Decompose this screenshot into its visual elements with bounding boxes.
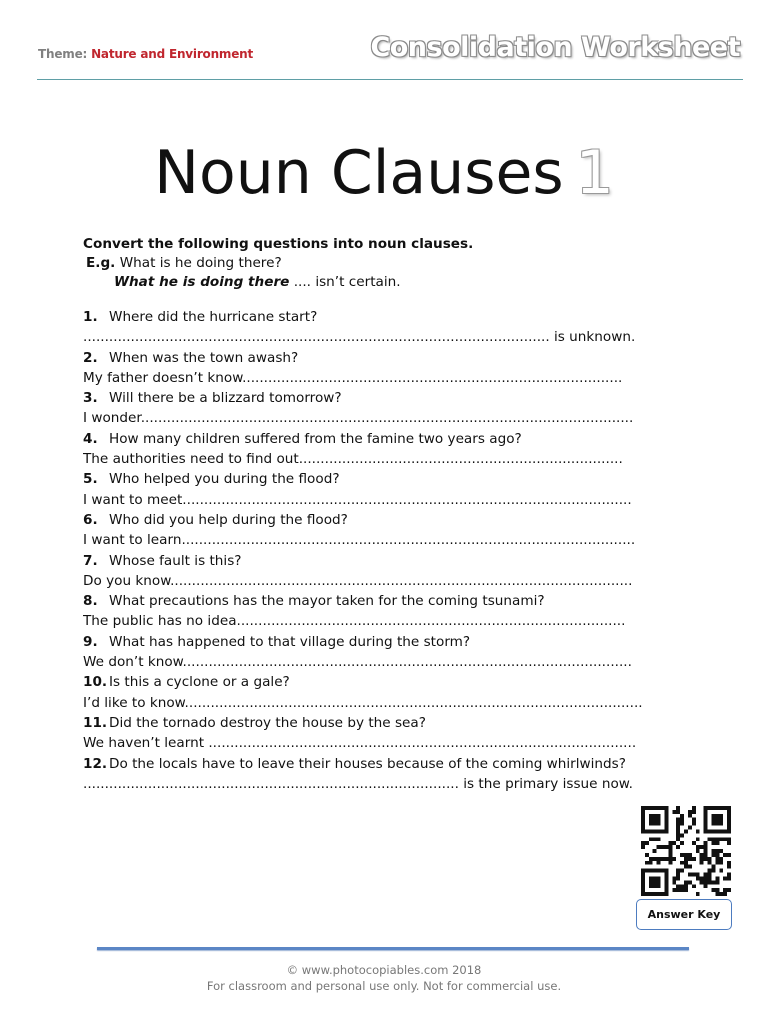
exercise-question-text: Who did you help during the flood? (109, 511, 348, 528)
exercise-number: 11. (83, 714, 108, 731)
header-divider (37, 79, 743, 80)
exercise-question-text: Where did the hurricane start? (109, 309, 318, 325)
exercise-number: 1. (83, 309, 98, 325)
exercise-answer-line[interactable]: Do you know........................................................................................................... (83, 572, 633, 589)
exercise-question-text: Will there be a blizzard tomorrow? (109, 390, 342, 407)
exercise-number: 8. (83, 593, 98, 610)
page-title-number: 1 (575, 138, 614, 208)
exercise-answer-line[interactable]: ....................................................................................... is the primary issue now. (83, 775, 633, 792)
exercise-question-text: Whose fault is this? (109, 552, 242, 569)
exercise-number: 3. (83, 390, 98, 407)
exercise-question (83, 307, 643, 327)
page-title-text: Noun Clauses (154, 138, 564, 208)
exercise-question (83, 672, 643, 692)
exercise-question-text: When was the town awash? (109, 349, 299, 366)
exercise-number: 4. (83, 430, 98, 447)
exercise-list (83, 307, 643, 794)
footer-divider (97, 947, 689, 950)
exercise-number: 5. (83, 471, 98, 488)
exercise-number: 2. (83, 349, 98, 366)
exercise-question-text: Is this a cyclone or a gale? (109, 674, 290, 691)
exercise-question-text: Did the tornado destroy the house by the sea? (109, 714, 426, 731)
exercise-question (83, 632, 643, 652)
worksheet-body (83, 234, 643, 794)
example-answer (114, 273, 643, 292)
exercise-number: 9. (83, 633, 98, 650)
footer-copyright: © www.photocopiables.com 2018 (286, 963, 482, 977)
exercise-answer-line[interactable]: We haven’t learnt ................................................................................................... (83, 735, 637, 752)
exercise-question (83, 388, 643, 408)
exercise-question (83, 754, 643, 774)
theme-key: Theme: (38, 47, 88, 61)
footer-usage-note: For classroom and personal use only. Not for commercial use. (206, 979, 562, 993)
theme-label (38, 47, 253, 61)
exercise-number: 6. (83, 511, 98, 528)
qr-code-icon[interactable] (640, 806, 732, 896)
example-label: E.g. (86, 255, 116, 271)
exercise-question (83, 348, 643, 368)
exercise-answer-line[interactable]: I’d like to know.......................................................................................................... (83, 694, 643, 711)
exercise-answer-line[interactable]: My father doesn’t know........................................................................................ (83, 369, 623, 386)
exercise-question (83, 510, 643, 530)
exercise-question-text: Do the locals have to leave their houses because of the coming whirlwinds? (109, 755, 626, 772)
exercise-question-text: What has happened to that village during the storm? (109, 633, 471, 650)
exercise-question-text: Who helped you during the flood? (109, 471, 340, 488)
exercise-question (83, 429, 643, 449)
instructions: Convert the following questions into noun clauses. (83, 236, 474, 252)
exercise-answer-line[interactable]: The public has no idea.......................................................................................... (83, 613, 626, 630)
worksheet-type-title: Consolidation Worksheet (370, 32, 740, 63)
exercise-question (83, 591, 643, 611)
theme-value: Nature and Environment (91, 47, 254, 61)
exercise-answer-line[interactable]: I wonder.................................................................................................................. (83, 410, 634, 427)
answer-key-button[interactable]: Answer Key (636, 899, 732, 930)
exercise-number: 12. (83, 755, 108, 772)
exercise-answer-line[interactable]: ............................................................................................................ is unknown. (83, 329, 636, 346)
exercise-answer-line[interactable]: We don’t know........................................................................................................ (83, 654, 632, 671)
exercise-number: 10. (83, 674, 108, 691)
exercise-question (83, 469, 643, 489)
example-answer-bold: What he is doing there (114, 274, 290, 290)
worksheet-header (0, 0, 768, 82)
exercise-number: 7. (83, 552, 98, 569)
example-question (86, 254, 643, 273)
example-answer-rest: .... isn’t certain. (293, 274, 401, 290)
exercise-answer-line[interactable]: I want to learn......................................................................................................... (83, 532, 636, 549)
exercise-question (83, 551, 643, 571)
exercise-question-text: What precautions has the mayor taken for the coming tsunami? (109, 593, 545, 610)
page-title (0, 138, 768, 208)
exercise-answer-line[interactable]: The authorities need to find out........................................................................... (83, 451, 623, 468)
exercise-answer-line[interactable]: I want to meet........................................................................................................ (83, 491, 632, 508)
example-question-text: What is he doing there? (119, 255, 282, 271)
exercise-question (83, 713, 643, 733)
exercise-question-text: How many children suffered from the famine two years ago? (109, 430, 522, 447)
